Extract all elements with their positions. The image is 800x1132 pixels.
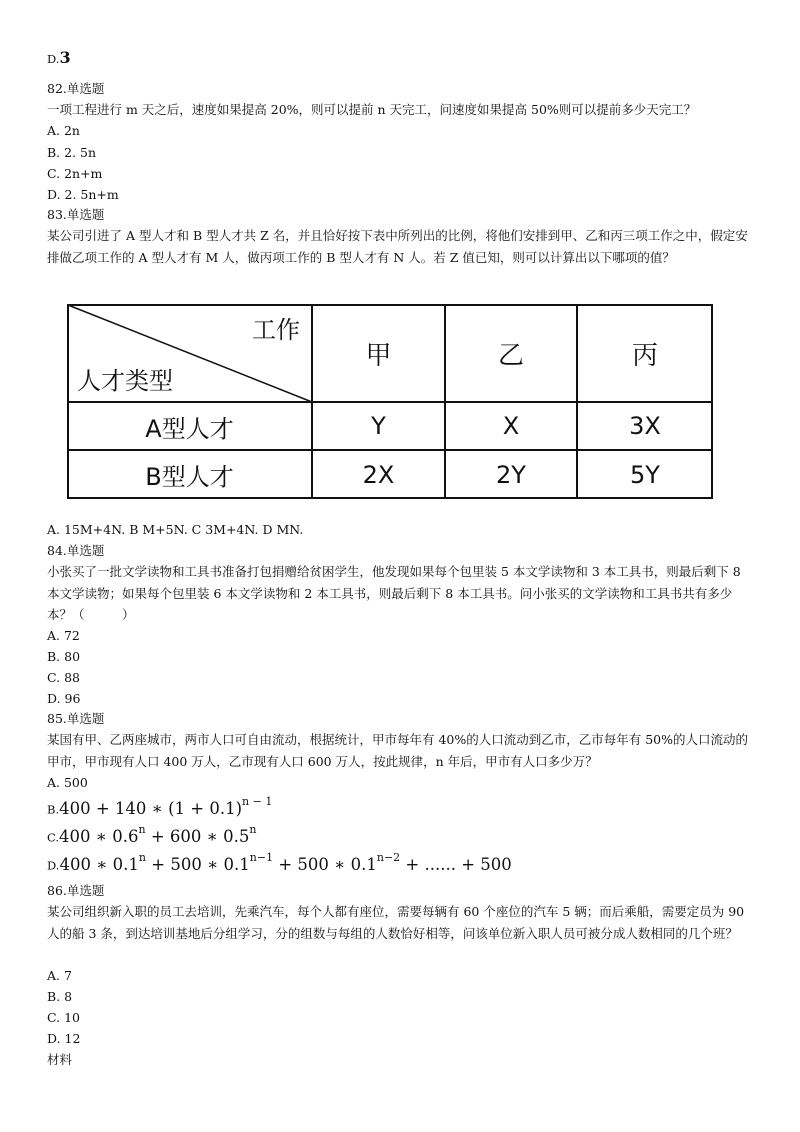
table-row-label-a: A型人才 bbox=[145, 414, 234, 443]
table-cell: 2Y bbox=[496, 460, 526, 489]
q83-options: A. 15M+4N. B M+5N. C 3M+4N. D MN. bbox=[47, 522, 304, 537]
q84-option-d: D. 96 bbox=[47, 691, 81, 706]
q85-option-b: B.400 + 140 ∗ $(1 + 0.1)^{n - 1}$ bbox=[47, 795, 273, 818]
q83-stem: 某公司引进了 A 型人才和 B 型人才共 Z 名，并且恰好按下表中所列出的比例，将他们安排到甲、乙和丙三项工作之中，假定安排做乙项工作的 A 型人才有 M 人，做丙项工作的 B 型人才有 N 人。若 Z 值已知，则可以计算出以下哪项的值？ bbox=[47, 228, 748, 265]
q82-header: 82.单选题 bbox=[47, 81, 105, 96]
q82-option-a: A. 2n bbox=[47, 123, 80, 138]
q86-option-c: C. 10 bbox=[47, 1010, 80, 1025]
q81-option-d: D.3 bbox=[47, 48, 71, 67]
q84-stem: 小张买了一批文学读物和工具书准备打包捐赠给贫困学生，他发现如果每个包里装 5 本文学读物和 3 本工具书，则最后剩下 8 本文学读物；如果每个包里装 6 本文学读物和 2 本工具书，则最后剩下 8 本工具书。问小张买的文学读物和工具书共有多少本？（ ） bbox=[47, 564, 741, 622]
q85-stem: 某国有甲、乙两座城市，两市人口可自由流动，根据统计，甲市每年有 40%的人口流动到乙市，乙市每年有 50%的人口流动的甲市，甲市现有人口 400 万人，乙市现有人口 600 万人，按此规律，n 年后，甲市有人口多少万？ bbox=[47, 732, 749, 769]
table-corner-top-label: 工作 bbox=[252, 316, 300, 344]
material-label: 材料 bbox=[47, 1052, 73, 1067]
q85-option-c: C.400 ∗ $0.6^n + 600$ ∗ 0.5$^n$ bbox=[47, 823, 257, 846]
q85-header: 85.单选题 bbox=[47, 711, 105, 726]
table-cell: 5Y bbox=[630, 460, 660, 489]
formula-c: 400 ∗ $0.6^n + 600$ ∗ 0.5$^n$ bbox=[59, 823, 257, 846]
q85-option-a: A. 500 bbox=[47, 775, 88, 790]
table-cell: 2X bbox=[362, 460, 395, 489]
table-col-header-3: 丙 bbox=[631, 340, 658, 371]
table-cell: X bbox=[502, 412, 520, 440]
table-corner-cell bbox=[67, 304, 312, 402]
q86-option-d: D. 12 bbox=[47, 1031, 81, 1046]
formula-b: 400 + 140 ∗ $(1 + 0.1)^{n - 1}$ bbox=[59, 795, 273, 818]
table-col-header-2: 乙 bbox=[497, 340, 524, 371]
table-corner-bottom-label: 人才类型 bbox=[77, 367, 173, 395]
q82-option-d: D. 2. 5n+m bbox=[47, 187, 119, 202]
table-col-header-1: 甲 bbox=[365, 340, 392, 371]
q86-option-a: A. 7 bbox=[47, 968, 72, 983]
q83-ratio-table bbox=[67, 304, 713, 499]
table-cell: 3X bbox=[629, 412, 661, 440]
q83-header: 83.单选题 bbox=[47, 207, 105, 222]
table-cell: Y bbox=[371, 412, 386, 440]
q84-option-b: B. 80 bbox=[47, 649, 81, 664]
q84-option-c: C. 88 bbox=[47, 670, 80, 685]
table-row-label-b: B型人才 bbox=[145, 463, 234, 491]
q84-header: 84.单选题 bbox=[47, 543, 105, 558]
q82-option-c: C. 2n+m bbox=[47, 166, 103, 181]
formula-d: 400 ∗ $0.1^n + 500$ ∗ $0.1^{n-1} + 500$ ∗ $0.1^{n-2}$ + ...... + 500 bbox=[59, 851, 512, 874]
q86-stem: 某公司组织新入职的员工去培训，先乘汽车，每个人都有座位，需要每辆有 60 个座位的汽车 5 辆；而后乘船，需要定员为 90 人的船 3 条，到达培训基地后分组学习，分的组数与每组的人数恰好相等，问该单位新入职人员可被分成人数相同的几个班？ bbox=[47, 904, 745, 941]
q86-header: 86.单选题 bbox=[47, 883, 105, 898]
q82-stem: 一项工程进行 m 天之后，速度如果提高 20%，则可以提前 n 天完工，问速度如果提高 50%则可以提前多少天完工？ bbox=[47, 102, 697, 117]
q82-option-b: B. 2. 5n bbox=[47, 145, 97, 160]
q84-option-a: A. 72 bbox=[47, 628, 80, 643]
q86-option-b: B. 8 bbox=[47, 989, 73, 1004]
q85-option-d: D.400 ∗ $0.1^n + 500$ ∗ $0.1^{n-1} + 500$ ∗ $0.1^{n-2}$ + ...... + 500 bbox=[47, 851, 512, 874]
